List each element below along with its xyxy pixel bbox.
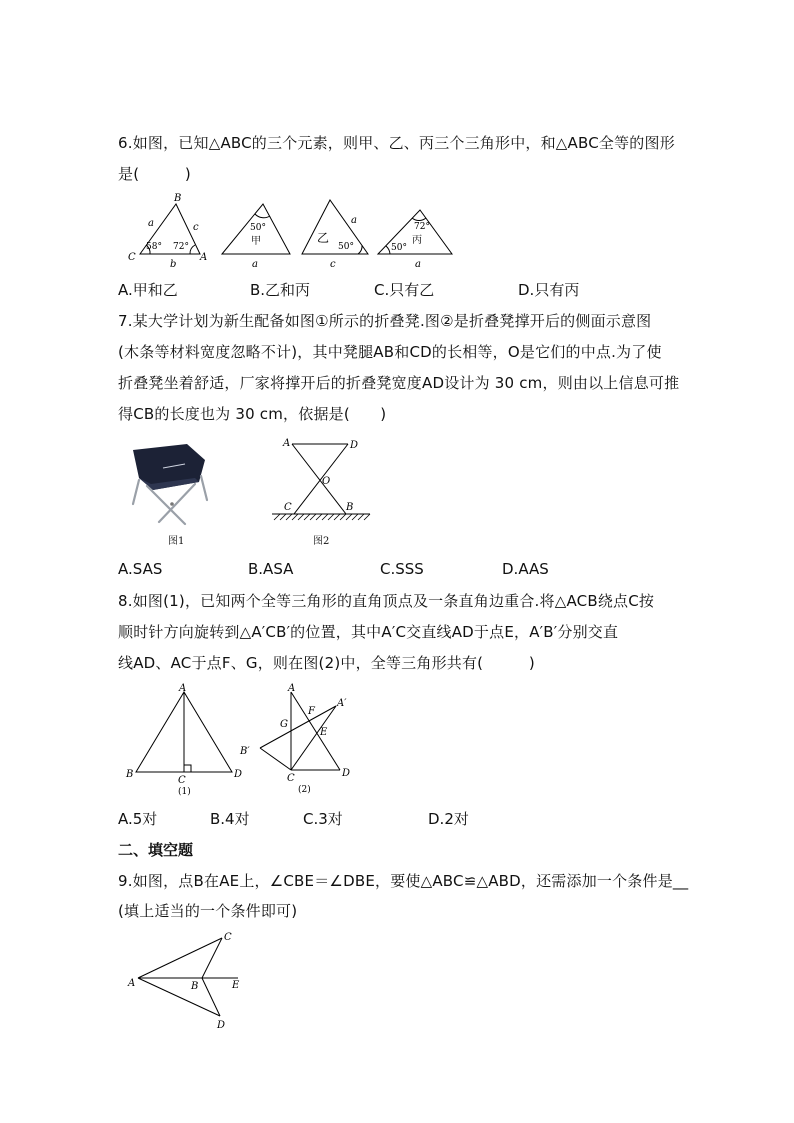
q9-stem-line2: (填上适当的一个条件即可) [118,902,298,920]
q7-label-B: B [346,502,354,513]
q6-stem-line2: 是( ) [118,165,191,183]
q7-label-C: C [284,502,292,513]
q8-stem-line2: 顺时针方向旋转到△A′CB′的位置，其中A′C交直线AD于点E，A′B′分别交直 [118,623,619,641]
q8-f2-caption: (2) [298,785,311,795]
q7-label-O: O [322,476,331,487]
q8-f1-label-D: D [234,769,243,780]
q7-option-a: A.SAS [118,560,163,578]
q7-label-D: D [350,440,359,451]
q6-figure [118,190,618,270]
q8-option-b: B.4对 [210,810,250,828]
q7-stem-line4: 得CB的长度也为 30 cm，依据是( ) [118,405,387,423]
q8-f2-label-A-prime: A′ [337,698,347,709]
q6-bing-angle2: 50° [391,243,407,253]
q6-triangle-bing [378,210,452,254]
q6-triangle-yi [302,200,368,254]
q9-figure [124,928,254,1032]
q6-yi-angle: 50° [338,242,354,252]
q7-fig1-caption: 图1 [168,536,185,547]
q6-angle-A: 72° [173,242,189,252]
q6-side-b: b [170,259,177,270]
q9-label-C: C [224,932,232,943]
q6-jia-angle: 50° [250,223,266,233]
q9-label-E: E [232,980,240,991]
q8-f2-label-E: E [320,727,328,738]
q6-jia-name: 甲 [251,236,261,247]
q6-label-B: B [174,193,182,204]
q8-stem-line3: 线AD、AC于点F、G，则在图(2)中，全等三角形共有( ) [118,654,535,672]
q8-f1-label-A: A [179,683,187,694]
q7-option-c: C.SSS [380,560,424,578]
q8-f2-label-G: G [280,719,288,730]
q6-option-b: B.乙和丙 [250,281,311,299]
q7-diagram [268,436,378,526]
q6-bing-angle1: 72° [414,222,430,232]
q6-stem-line1: 6.如图，已知△ABC的三个元素，则甲、乙、丙三个三角形中，和△ABC全等的图形 [118,134,675,152]
q8-f1-label-C: C [178,775,186,786]
q9-stem-line1: 9.如图，点B在AE上，∠CBE＝∠DBE，要使△ABC≌△ABD，还需添加一个条件是__ [118,872,689,890]
q6-side-c: c [193,222,199,233]
q8-f1-caption: (1) [178,787,191,797]
q6-side-a: a [148,218,154,229]
q9-label-B: B [191,981,199,992]
q9-label-A: A [128,978,136,989]
q8-figure-1 [122,682,252,798]
q6-label-A: A [200,252,208,263]
q6-yi-side-a: a [351,215,357,226]
q7-stool-photo [125,438,215,530]
q8-f2-label-D: D [342,768,351,779]
q6-bing-name: 丙 [412,235,422,246]
q8-f1-label-B: B [126,769,134,780]
q6-yi-name: 乙 [317,231,330,245]
q6-angle-C: 58° [146,242,162,252]
q8-f2-label-F: F [308,706,315,717]
q6-label-C: C [128,252,136,263]
q6-bing-side: a [415,259,421,270]
q8-option-d: D.2对 [428,810,469,828]
q8-f2-label-A: A [288,683,296,694]
q7-stem-line2: (木条等材料宽度忽略不计)，其中凳腿AB和CD的长相等，O是它们的中点.为了使 [118,343,662,361]
q7-stem-line3: 折叠凳坐着舒适，厂家将撑开后的折叠凳宽度AD设计为 30 cm，则由以上信息可推 [118,374,680,392]
q6-yi-side-c: c [330,259,336,270]
section-heading-fill-in: 二、填空题 [118,841,194,859]
q6-option-c: C.只有乙 [374,281,435,299]
q8-option-c: C.3对 [303,810,343,828]
q6-jia-side: a [252,259,258,270]
q8-f2-label-C: C [287,773,295,784]
q7-label-A: A [283,438,291,449]
q6-option-d: D.只有丙 [518,281,580,299]
q6-option-a: A.甲和乙 [118,281,178,299]
q8-f2-label-B-prime: B′ [240,746,250,757]
q7-stem-line1: 7.某大学计划为新生配备如图①所示的折叠凳.图②是折叠凳撑开后的侧面示意图 [118,312,652,330]
q8-figure-2 [236,682,366,798]
q7-option-b: B.ASA [248,560,294,578]
q7-ground-hatch [274,514,370,520]
q8-option-a: A.5对 [118,810,158,828]
q9-label-D: D [217,1020,226,1031]
q8-stem-line1: 8.如图(1)，已知两个全等三角形的直角顶点及一条直角边重合.将△ACB绕点C按 [118,592,655,610]
q7-fig2-caption: 图2 [313,536,330,547]
q7-option-d: D.AAS [502,560,549,578]
